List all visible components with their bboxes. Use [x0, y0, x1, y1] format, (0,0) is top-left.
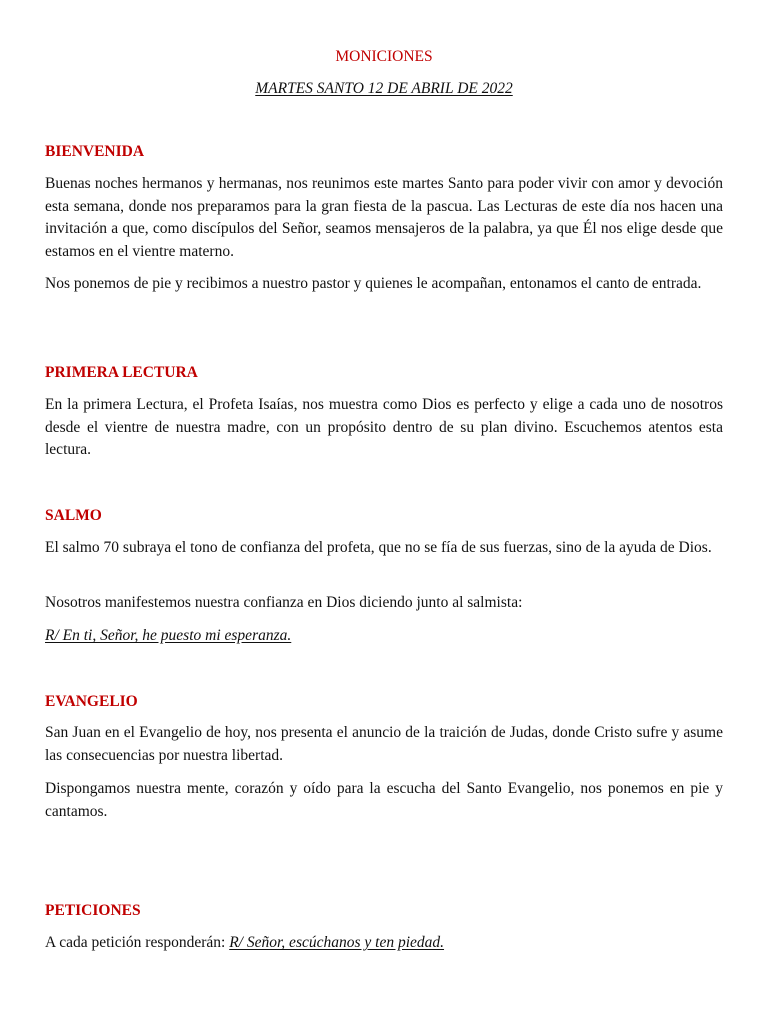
salmo-response-line [45, 625, 723, 648]
salmo-paragraph-2: Nosotros manifestemos nuestra confianza en Dios diciendo junto al salmista: [45, 594, 523, 611]
evangelio-paragraph-2: Dispongamos nuestra mente, corazón y oído para la escucha del Santo Evangelio, nos ponemos en pie y cantamos. [45, 780, 723, 820]
bienvenida-paragraph-1: Buenas noches hermanos y hermanas, nos reunimos este martes Santo para poder vivir con amor y devoción esta semana, donde nos preparamos para la gran fiesta de la pascua. Las Lecturas de este día nos hacen una invitación a que, como discípulos del Señor, seamos mensajeros de la palabra, ya que Él nos elige desde que estamos en el vientre materno. [45, 175, 723, 260]
document-title: MONICIONES [335, 48, 433, 65]
peticiones-response: R/ Señor, escúchanos y ten piedad. [229, 934, 445, 951]
salmo-paragraph-1: El salmo 70 subraya el tono de confianza del profeta, que no se fía de sus fuerzas, sino de la ayuda de Dios. [45, 539, 712, 556]
heading-evangelio: EVANGELIO [45, 693, 138, 710]
heading-bienvenida: BIENVENIDA [45, 143, 145, 160]
evangelio-paragraph-1: San Juan en el Evangelio de hoy, nos presenta el anuncio de la traición de Judas, donde Cristo sufre y asume las consecuencias por nuestra libertad. [45, 724, 723, 764]
bienvenida-paragraph-2: Nos ponemos de pie y recibimos a nuestro pastor y quienes le acompañan, entonamos el canto de entrada. [45, 275, 702, 292]
heading-salmo: SALMO [45, 507, 102, 524]
peticiones-line [45, 932, 723, 955]
heading-peticiones: PETICIONES [45, 902, 141, 919]
peticiones-intro: A cada petición responderán: [45, 934, 230, 951]
salmo-response: R/ En ti, Señor, he puesto mi esperanza. [45, 627, 292, 644]
heading-primera-lectura: PRIMERA LECTURA [45, 364, 198, 381]
primera-lectura-paragraph: En la primera Lectura, el Profeta Isaías, nos muestra como Dios es perfecto y elige a cada uno de nosotros desde el vientre de nuestra madre, con un propósito dentro de su plan divino. Escuchemos atentos esta lectura. [45, 396, 723, 458]
document-date-line: MARTES SANTO 12 DE ABRIL DE 2022 [255, 80, 513, 97]
